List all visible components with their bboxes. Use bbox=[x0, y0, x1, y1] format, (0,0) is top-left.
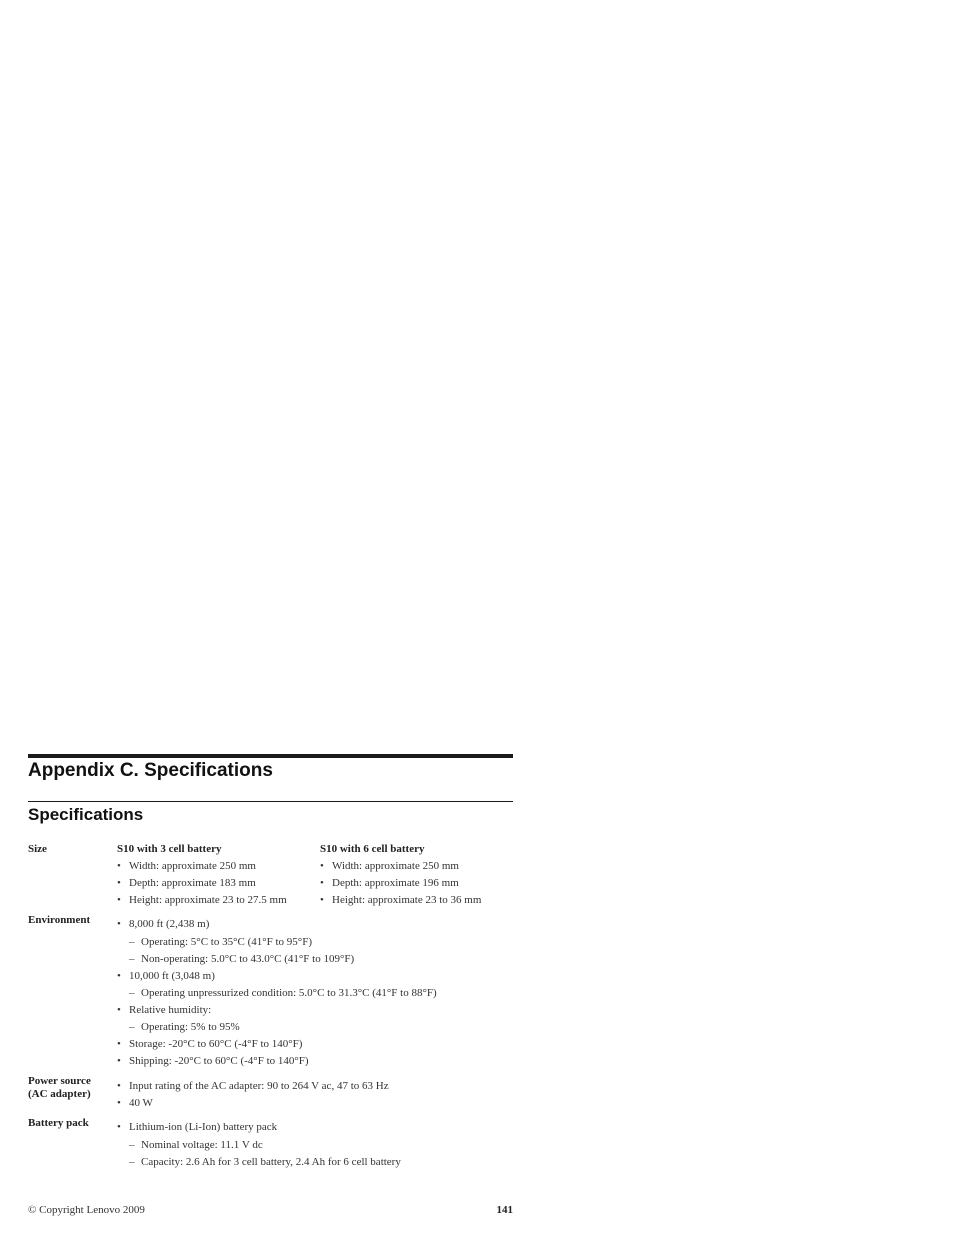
environment-label: Environment bbox=[28, 914, 91, 926]
list-item: • Width: approximate 250 mm bbox=[117, 860, 256, 872]
heading-rule-thin bbox=[28, 801, 513, 802]
list-item: • Shipping: -20°C to 60°C (-4°F to 140°F) bbox=[117, 1055, 309, 1067]
size-label: Size bbox=[28, 843, 47, 855]
list-subitem: – Nominal voltage: 11.1 V dc bbox=[129, 1139, 263, 1151]
list-item: • Depth: approximate 196 mm bbox=[320, 877, 459, 889]
list-item: • 8,000 ft (2,438 m) bbox=[117, 918, 210, 930]
list-subitem: – Capacity: 2.6 Ah for 3 cell battery, 2.4 Ah for 6 cell battery bbox=[129, 1156, 401, 1168]
list-subitem: – Non-operating: 5.0°C to 43.0°C (41°F to 109°F) bbox=[129, 953, 355, 965]
list-item: • 10,000 ft (3,048 m) bbox=[117, 970, 215, 982]
heading-rule-thick bbox=[28, 754, 513, 758]
size-6cell-heading: S10 with 6 cell battery bbox=[320, 843, 425, 855]
list-item: • Width: approximate 250 mm bbox=[320, 860, 459, 872]
list-subitem: – Operating: 5% to 95% bbox=[129, 1021, 240, 1033]
copyright-notice: © Copyright Lenovo 2009 bbox=[28, 1204, 145, 1216]
section-title: Specifications bbox=[28, 805, 144, 824]
page-number: 141 bbox=[496, 1204, 513, 1216]
list-item: • Height: approximate 23 to 27.5 mm bbox=[117, 894, 287, 906]
list-item: • Storage: -20°C to 60°C (-4°F to 140°F) bbox=[117, 1038, 303, 1050]
list-subitem: – Operating unpressurized condition: 5.0°C to 31.3°C (41°F to 88°F) bbox=[129, 987, 437, 999]
list-item: • Relative humidity: bbox=[117, 1004, 212, 1016]
list-item: • Depth: approximate 183 mm bbox=[117, 877, 256, 889]
appendix-title: Appendix C. Specifications bbox=[28, 760, 273, 781]
power-source-label: Power source (AC adapter) bbox=[28, 1075, 91, 1100]
list-item: • Height: approximate 23 to 36 mm bbox=[320, 894, 482, 906]
list-item: • Input rating of the AC adapter: 90 to 264 V ac, 47 to 63 Hz bbox=[117, 1080, 389, 1092]
size-3cell-heading: S10 with 3 cell battery bbox=[117, 843, 222, 855]
battery-pack-label: Battery pack bbox=[28, 1117, 89, 1129]
list-subitem: – Operating: 5°C to 35°C (41°F to 95°F) bbox=[129, 936, 312, 948]
list-item: • 40 W bbox=[117, 1097, 153, 1109]
list-item: • Lithium-ion (Li-Ion) battery pack bbox=[117, 1121, 278, 1133]
